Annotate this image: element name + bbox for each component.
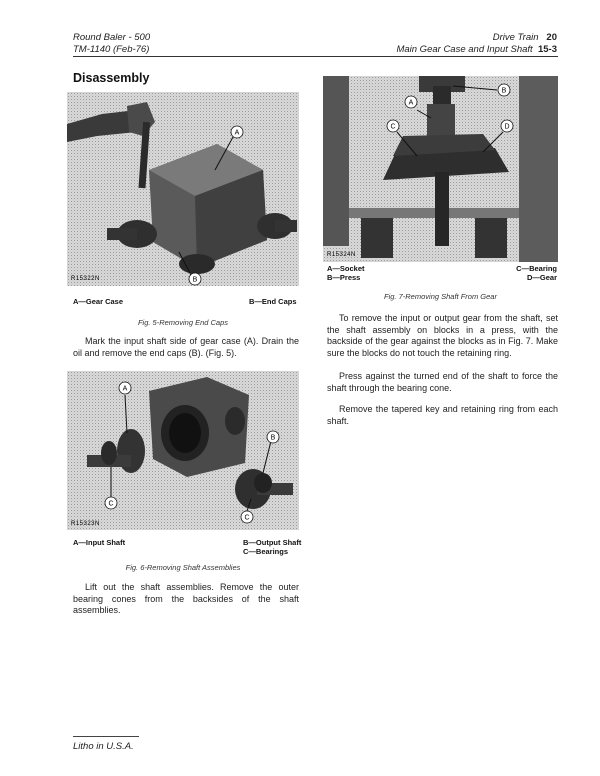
- fig6-label-a: A—Input Shaft: [73, 538, 126, 547]
- fig6-film-code: R15323N: [71, 521, 100, 527]
- fig7-callout-c: C: [390, 123, 396, 131]
- fig5-film-code: R15322N: [71, 276, 100, 282]
- fig7-caption: Fig. 7-Removing Shaft From Gear: [384, 292, 497, 301]
- fig7-press-illustration: [323, 76, 558, 262]
- section-title: Disassembly: [73, 71, 150, 85]
- fig6-shaft-assemblies-illustration: [67, 371, 299, 530]
- paragraph-3: [327, 313, 558, 359]
- fig5-caption: Fig. 5-Removing End Caps: [137, 318, 229, 327]
- fig5-callout-a: A: [234, 129, 240, 137]
- section-number: 15-3: [537, 44, 557, 55]
- fig7-film-code: R15324N: [327, 252, 356, 258]
- fig6-callout-a: A: [122, 385, 128, 393]
- fig7-callout-a: A: [408, 99, 414, 107]
- page-number: 20: [546, 32, 557, 43]
- section-subtitle: Main Gear Case and Input Shaft: [396, 44, 533, 55]
- fig7-label-c: C—Bearing: [516, 264, 557, 273]
- paragraph-5: [327, 404, 558, 427]
- fig5-label-a: A—Gear Case: [73, 297, 124, 306]
- header-rule: [73, 56, 558, 57]
- paragraph-1: [73, 336, 299, 359]
- paragraph-2: [73, 582, 299, 617]
- fig6-callout-c-right: C: [244, 514, 250, 522]
- footer-litho: Litho in U.S.A.: [73, 741, 134, 752]
- fig7-callout-d: D: [504, 123, 510, 131]
- fig7-callout-b: B: [501, 87, 507, 95]
- header-right: [396, 32, 557, 56]
- paragraph-5-text: Remove the tapered key and retaining ring from each shaft.: [327, 404, 558, 426]
- paragraph-4: [327, 371, 558, 394]
- fig7-label-b: B—Press: [327, 273, 361, 282]
- fig6-callout-c-left: C: [108, 500, 114, 508]
- fig5-label-b: B—End Caps: [249, 297, 297, 306]
- fig6-photo: [67, 371, 299, 530]
- paragraph-3-text: To remove the input or output gear from the shaft, set the shaft assembly on blocks in a press, with the backside of the gear against the blocks as in Fig. 7. Make sure the blocks do not touch the retaining ring.: [327, 313, 558, 358]
- header-left: [73, 32, 150, 56]
- fig5-gear-case-illustration: [67, 92, 299, 286]
- fig5-photo: [67, 92, 299, 286]
- footer-rule: [73, 736, 139, 737]
- paragraph-2-text: Lift out the shaft assemblies. Remove the outer bearing cones from the backsides of the shaft assemblies.: [73, 582, 299, 615]
- manual-title: Round Baler - 500: [73, 32, 151, 43]
- paragraph-1-text: Mark the input shaft side of gear case (A). Drain the oil and remove the end caps (B). (Fig. 5).: [73, 336, 299, 358]
- fig6-label-b: B—Output Shaft: [243, 538, 302, 547]
- fig7-label-a: A—Socket: [327, 264, 365, 273]
- manual-code: TM-1140 (Feb-76): [73, 44, 150, 55]
- chapter-title: Drive Train: [492, 32, 539, 43]
- fig7-photo: [323, 76, 558, 262]
- fig5-callout-b: B: [192, 276, 198, 284]
- fig6-callout-b: B: [270, 434, 276, 442]
- fig6-caption: Fig. 6-Removing Shaft Assemblies: [125, 563, 241, 572]
- fig6-label-c: C—Bearings: [243, 547, 289, 556]
- fig7-label-d: D—Gear: [526, 273, 557, 282]
- paragraph-4-text: Press against the turned end of the shaft to force the shaft through the bearing cone.: [327, 371, 558, 393]
